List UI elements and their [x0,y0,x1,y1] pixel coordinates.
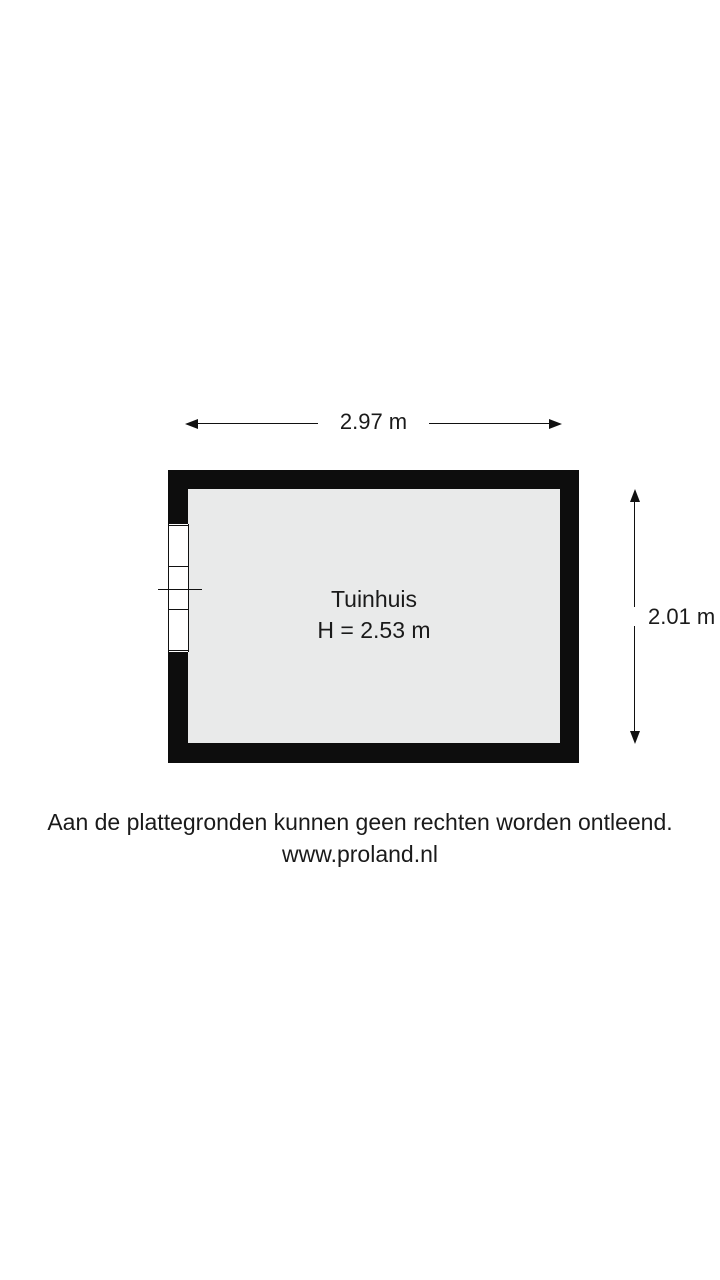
width-dimension [185,409,562,434]
depth-dimension-label: 2.01 m [648,597,715,637]
dimension-line [429,423,554,424]
dimension-line [193,423,318,424]
door-opening [168,524,189,652]
width-dimension-label: 2.97 m [328,408,419,436]
arrow-right-icon [549,419,562,429]
room-label [188,584,560,646]
door-leaf-line [168,609,189,610]
door-leaf-line [168,525,189,526]
dimension-line [634,626,635,736]
dimension-line [634,497,635,607]
door-leaf-line [168,566,189,567]
door-leaf-line [168,650,189,651]
door-frame-line [168,524,169,652]
disclaimer-text: Aan de plattegronden kunnen geen rechten worden ontleend. [47,809,673,835]
room-height: H = 2.53 m [317,617,431,643]
depth-dimension [634,489,716,744]
website-text: www.proland.nl [282,841,438,867]
arrow-down-icon [630,731,640,744]
room-name: Tuinhuis [330,586,418,612]
footer [0,806,720,870]
